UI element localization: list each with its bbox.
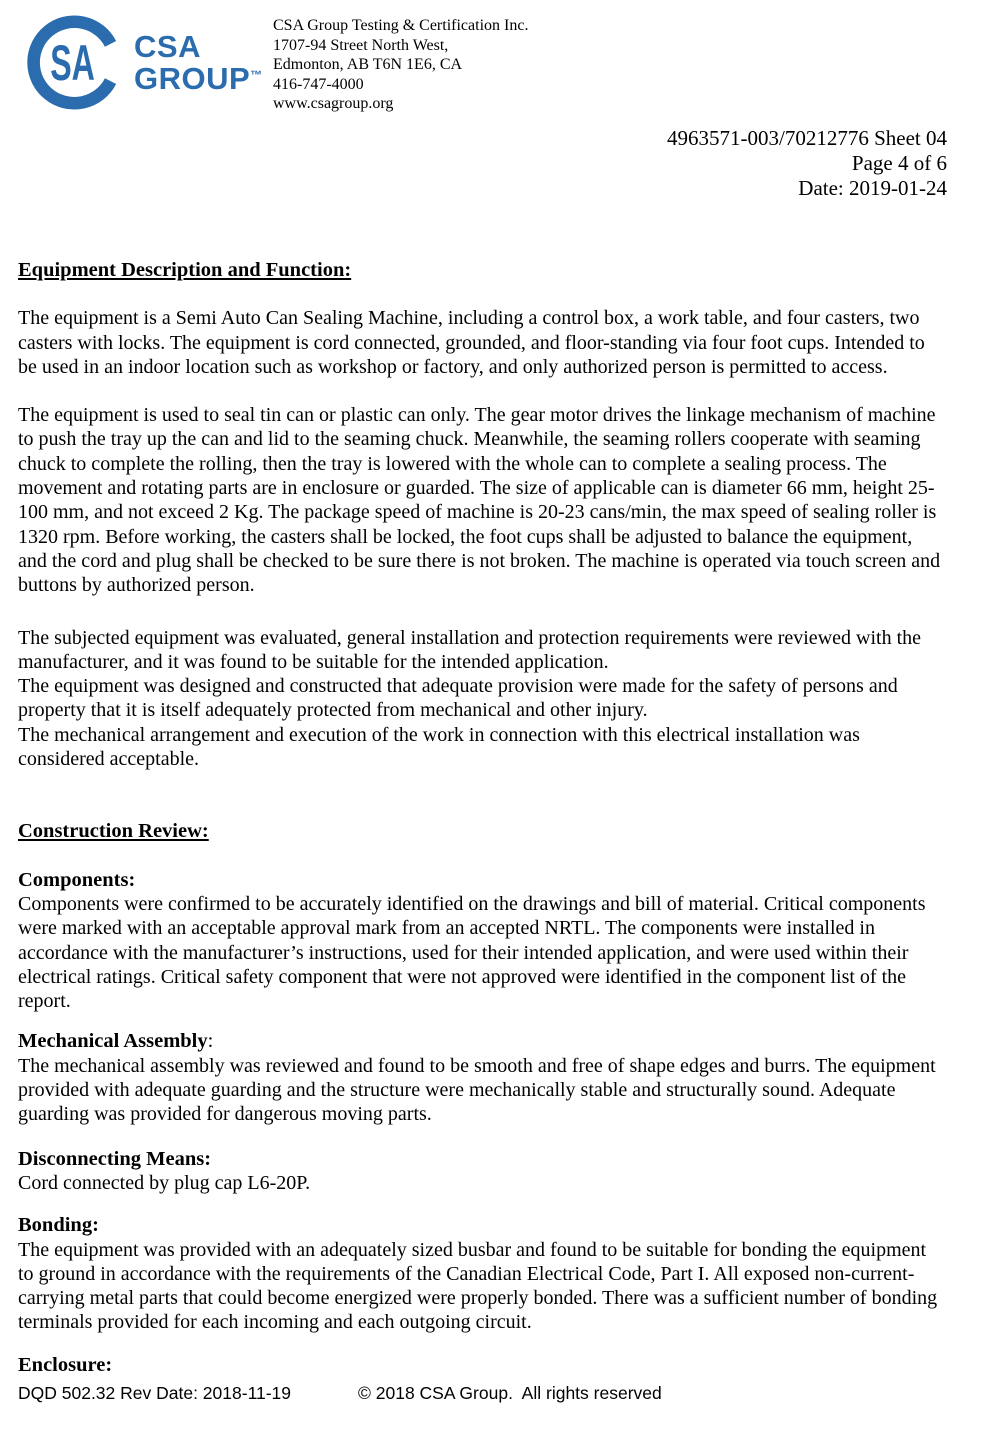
doc-sheet-number: 4963571-003/70212776 Sheet 04 (667, 126, 947, 150)
company-name: CSA Group Testing & Certification Inc. (273, 17, 529, 34)
bonding-paragraph: The equipment was provided with an adequately sized busbar and found to be suitable for bonding the equipment to ground in accordance with the requirements of the Canadian Electrical Code, Part I. All exposed non-current-carrying metal parts that could become energized were properly bonded. There was a sufficient number of bonding terminals provided for each incoming and each outgoing circuit. (18, 1238, 938, 1334)
evaluation-line-2: The equipment was designed and constructed that adequate provision were made for the safety of persons and property that it is itself adequately protected from mechanical and other injury. (18, 675, 898, 722)
company-street: 1707-94 Street North West, (273, 36, 449, 54)
footer-doc-id: DQD 502.32 Rev Date: 2018-11-19 (18, 1383, 292, 1403)
trademark-symbol: ™ (250, 68, 263, 82)
company-address-block (273, 16, 528, 114)
mechanical-assembly-heading: Mechanical Assembly: (18, 1030, 214, 1053)
company-website: www.csagroup.org (273, 95, 394, 112)
csa-logo-wordmark (134, 29, 263, 96)
bonding-heading: Bonding: (18, 1214, 99, 1237)
equipment-description-heading: Equipment Description and Function: (18, 259, 352, 281)
doc-date: Date: 2019-01-24 (798, 176, 947, 200)
equipment-paragraph-1: The equipment is a Semi Auto Can Sealing Machine, including a control box, a work table, and four casters, two casters with locks. The equipment is cord connected, grounded, and floor-standing via four foot cups. Intended to be used in an indoor location such as workshop or factory, and only authorized person is permitted to access. (18, 307, 925, 378)
evaluation-paragraph-group (18, 626, 946, 772)
company-city: Edmonton, AB T6N 1E6, CA (273, 56, 463, 73)
doc-page-number: Page 4 of 6 (851, 151, 947, 175)
enclosure-heading: Enclosure: (18, 1353, 113, 1376)
evaluation-line-1: The subjected equipment was evaluated, general installation and protection requirements were reviewed with the manufacturer, and it was found to be suitable for the intended application. (18, 626, 921, 673)
page-footer (0, 1382, 1000, 1406)
disconnecting-means-heading: Disconnecting Means: (18, 1147, 212, 1170)
components-heading: Components: (18, 868, 136, 891)
logo-line-group: GROUP™ (134, 61, 263, 96)
disconnecting-means-paragraph: Cord connected by plug cap L6-20P. (18, 1171, 311, 1194)
mechanical-assembly-paragraph: The mechanical assembly was reviewed and found to be smooth and free of shape edges and burrs. The equipment provided with adequate guarding and the structure were mechanically stable and structurally sound. Adequate guarding was provided for dangerous moving parts. (18, 1054, 936, 1126)
csa-logo-mark-icon (25, 14, 122, 111)
svg-text:SA: SA (50, 33, 95, 91)
evaluation-line-3: The mechanical arrangement and execution of the work in connection with this electrical installation was considered acceptable. (18, 723, 860, 771)
logo-line-csa: CSA (134, 29, 201, 64)
components-paragraph: Components were confirmed to be accurately identified on the drawings and bill of material. Critical components were marked with an acceptable approval mark from an accepted NRTL. The components were installed in accordance with the manufacturer’s instructions, used for their intended application, and were used within their electrical ratings. Critical safety component that were not approved were identified in the component list of the report. (18, 892, 926, 1013)
document-reference-block (667, 126, 947, 201)
document-body (18, 258, 946, 1377)
equipment-paragraph-2: The equipment is used to seal tin can or plastic can only. The gear motor drives the linkage mechanism of machine to push the tray up the can and lid to the seaming chuck. Meanwhile, the seaming rollers cooperate with seaming chuck to complete the rolling, then the tray is lowered with the whole can to complete a sealing process. The movement and rotating parts are in enclosure or guarded. The size of applicable can is diameter 66 mm, height 25-100 mm, and not exceed 2 Kg. The package speed of machine is 20-23 cans/min, the max speed of sealing roller is 1320 rpm. Before working, the casters shall be locked, the foot cups shall be adjusted to balance the equipment, and the cord and plug shall be checked to be sure there is not broken. The machine is operated via touch screen and buttons by authorized person. (18, 404, 941, 597)
csa-group-logo (25, 14, 262, 111)
footer-copyright: © 2018 CSA Group. All rights reserved (358, 1383, 662, 1403)
construction-review-heading: Construction Review: (18, 820, 209, 843)
company-phone: 416-747-4000 (273, 75, 364, 93)
